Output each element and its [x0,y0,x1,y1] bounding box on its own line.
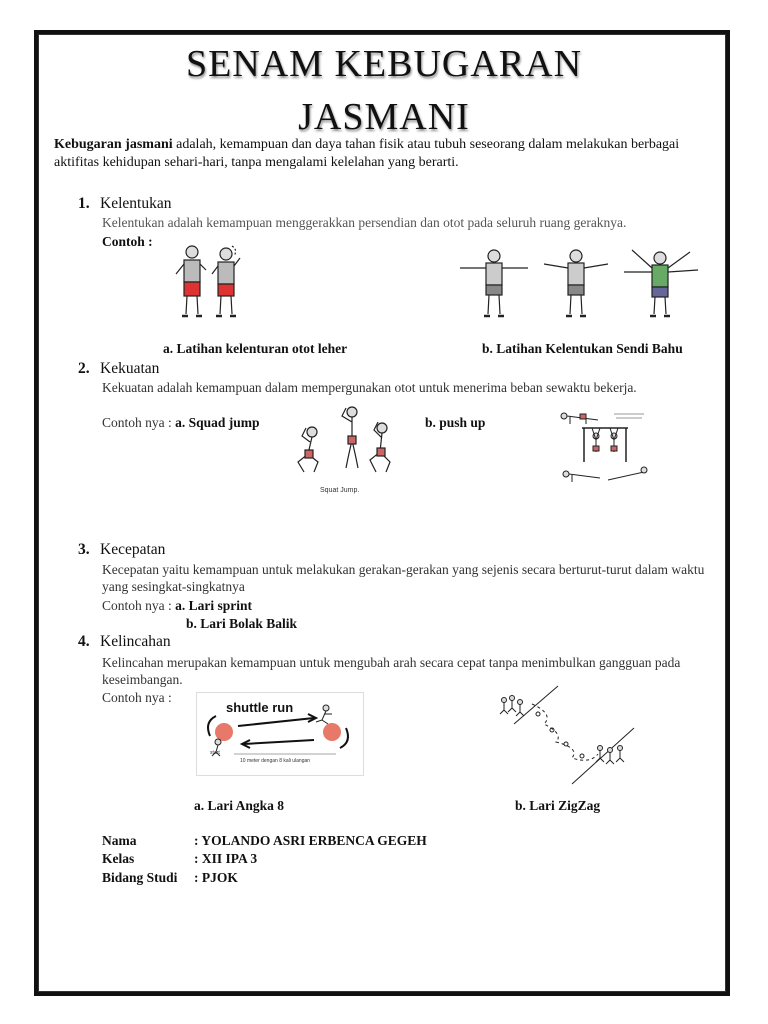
zigzag-run-illustration [494,684,650,788]
section-2-description: Kekuatan adalah kemampuan dalam mempergunakan otot untuk menerima beban sewaktu bekerja. [102,380,637,395]
section-2-example-label: Contoh nya : [102,415,176,430]
section-1-heading [78,194,171,214]
section-1-caption-b: b. Latihan Kelentukan Sendi Bahu [482,341,683,356]
section-3-example-label: Contoh nya : [102,598,176,613]
push-up-illustration [556,406,648,490]
shuttle-run-title: shuttle run [226,700,294,715]
section-3-title: Kecepatan [100,541,166,558]
neck-exercise-illustration [172,240,248,322]
section-1-example-label: Contoh : [102,234,153,249]
section-3-example [102,597,252,614]
section-2-example-a: a. Squad jump [175,415,260,430]
section-2-heading [78,359,159,379]
page-title-line-2: JASMANI [298,96,470,138]
section-4-example-label: Contoh nya : [102,690,172,705]
shuttle-run-illustration [196,692,364,776]
name-value: : YOLANDO ASRI ERBENCA GEGEH [194,833,427,848]
class-value: : XII IPA 3 [194,851,258,866]
section-1-caption-a: a. Latihan kelenturan otot leher [163,341,348,356]
section-4-number: 4. [78,633,90,650]
section-2-title: Kekuatan [100,360,160,377]
shuttle-run-start-label: start [210,750,220,756]
section-4-caption-a: a. Lari Angka 8 [194,798,285,813]
intro-term: Kebugaran jasmani [54,137,173,152]
section-1-number: 1. [78,195,90,212]
intro-paragraph [54,136,714,172]
section-1-title: Kelentukan [100,195,172,212]
section-3-heading [78,540,165,560]
section-1-description: Kelentukan adalah kemampuan menggerakkan persendian dan otot pada seluruh ruang geraknya. [102,215,627,230]
squat-jump-illustration [290,406,402,496]
page-title-line-1: SENAM KEBUGARAN [185,43,583,85]
class-label: Kelas [102,851,135,866]
section-4-heading [78,632,171,652]
shoulder-exercise-illustration [458,244,704,322]
shuttle-run-note: 10 meter dengan 8 kali ulangan [240,758,311,764]
section-3-number: 3. [78,541,90,558]
section-2-example [102,414,260,431]
squat-jump-caption: Squat Jump. [320,487,360,494]
page-border [34,30,730,996]
intro-text: adalah, kemampuan dan daya tahan fisik atau tubuh seseorang dalam melakukan berbagai aktifitas kehidupan sehari-hari, tanpa mengalami kelelahan yang berarti. [54,137,680,170]
name-label: Nama [102,833,137,848]
section-4-description: Kelincahan merupakan kemampuan untuk mengubah arah secara cepat tanpa menimbulkan gangguan pada keseimbangan. [102,655,681,687]
section-2-number: 2. [78,360,90,377]
section-3-example-a: a. Lari sprint [175,598,253,613]
section-4-title: Kelincahan [100,633,171,650]
subject-value: : PJOK [194,870,238,885]
section-3-description: Kecepatan yaitu kemampuan untuk melakukan gerakan-gerakan yang sejenis secara berturut-turut dalam waktu yang sesingkat-singkatnya [102,562,705,594]
section-2-example-b: b. push up [425,415,486,430]
subject-label: Bidang Studi [102,870,178,885]
section-3-example-b: b. Lari Bolak Balik [186,616,298,631]
section-4-caption-b: b. Lari ZigZag [515,798,601,813]
